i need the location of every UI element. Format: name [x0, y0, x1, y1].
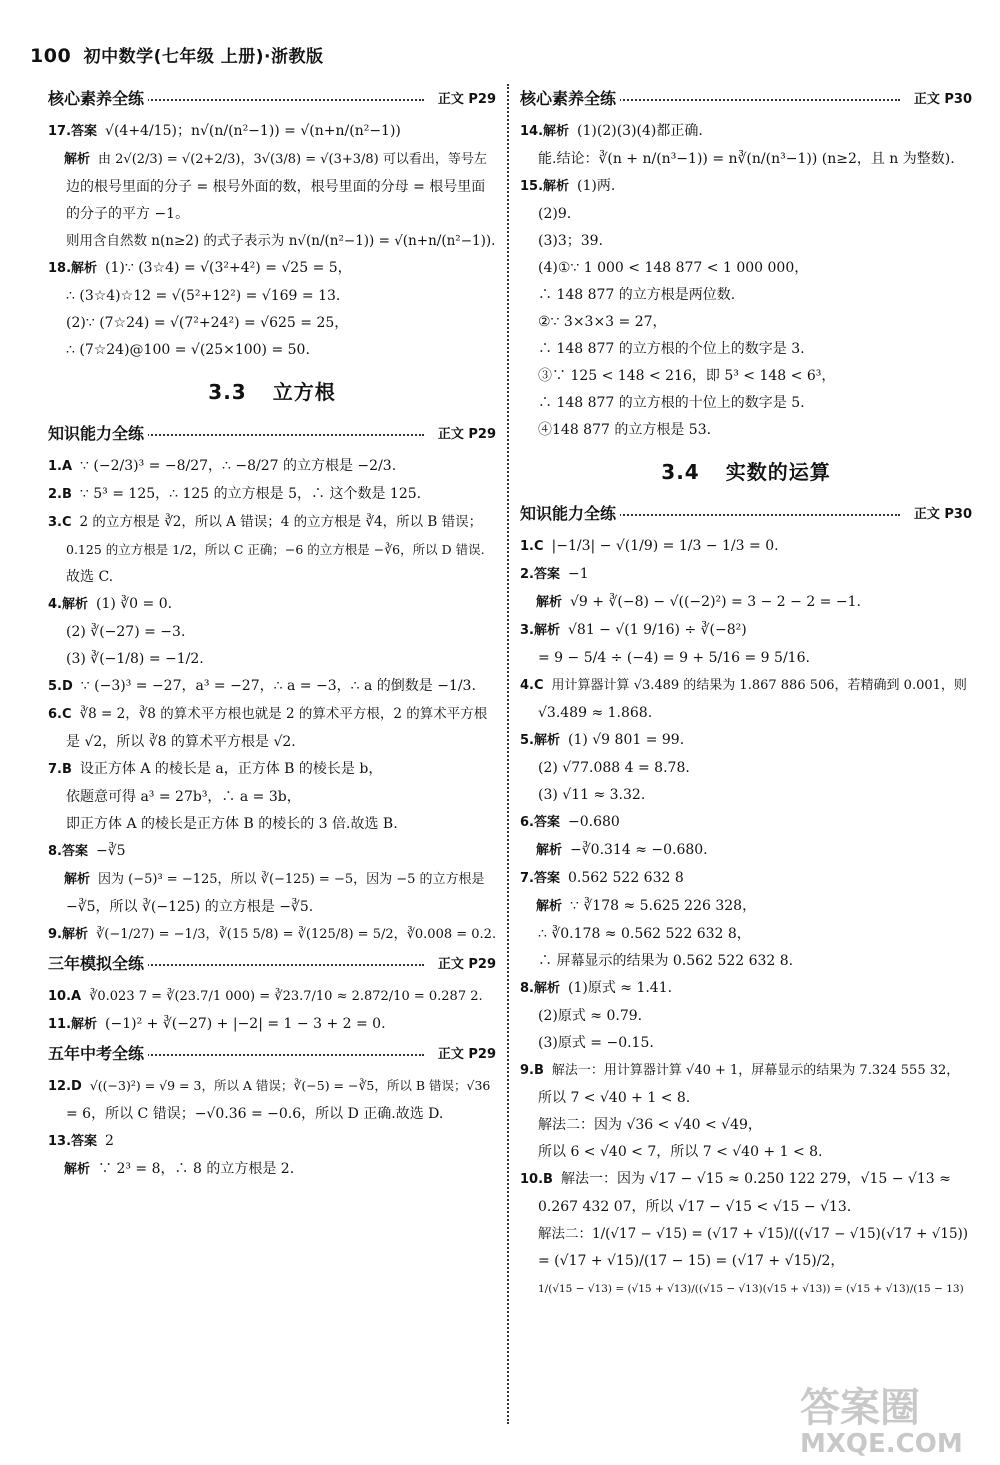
answer-text: 1/(√15 − √13) = (√15 + √13)/((√15 − √13)(√15 + √13)) = (√15 + √13)/(15 − 13)	[538, 1283, 964, 1295]
answer-label: 解析	[536, 595, 563, 610]
answer-label: 7.B	[48, 762, 72, 777]
answer-text: ∛8 = 2，∛8 的算术平方根也就是 2 的算术平方根，2 的算术平方根	[79, 706, 488, 722]
page-number: 100	[30, 45, 72, 67]
answer-line	[48, 118, 496, 144]
answer-line	[48, 646, 496, 671]
answer-text: −∛0.314 ≈ −0.680.	[570, 842, 708, 858]
answer-block	[48, 453, 496, 947]
answer-label: 5.D	[48, 679, 73, 694]
answer-line	[520, 948, 972, 973]
answer-label: 4.C	[520, 678, 544, 693]
answer-text: 解法二：因为 √36 < √40 < √49，	[538, 1117, 762, 1133]
section-heading	[520, 86, 972, 112]
answer-label: 13.答案	[48, 1134, 98, 1149]
answer-line	[48, 619, 496, 644]
answer-line	[520, 118, 972, 144]
answer-text: 依题意可得 a³ = 27b³，∴ a = 3b，	[66, 789, 301, 805]
answer-line	[520, 228, 972, 253]
answer-line	[48, 1011, 496, 1037]
answer-text: (1) ∛0 = 0.	[95, 596, 173, 612]
answer-text: ∵ ∛178 ≈ 5.625 226 328，	[570, 898, 757, 914]
answer-line	[520, 617, 972, 643]
answer-label: 解析	[536, 843, 563, 858]
answer-text: √9 + ∛(−8) − √((−2)²) = 3 − 2 − 2 = −1.	[570, 594, 861, 610]
section-heading	[48, 951, 496, 977]
answer-label: 2.B	[48, 487, 72, 502]
answer-text: √(4+4/15)；n√(n/(n²−1)) = √(n+n/(n²−1))	[105, 123, 401, 139]
section-title: 三年模拟全练	[48, 951, 148, 974]
answer-text: (2) ∛(−27) = −3.	[66, 624, 186, 640]
answer-text: ②∵ 3×3×3 = 27，	[538, 314, 667, 330]
answer-line	[48, 255, 496, 281]
answer-line	[520, 201, 972, 226]
answer-line	[520, 173, 972, 199]
answer-line	[48, 866, 496, 892]
answer-text: 则用含自然数 n(n≥2) 的式子表示为 n√(n/(n²−1)) = √(n+n/(n²−1)).	[66, 233, 496, 249]
answer-block	[48, 983, 496, 1037]
answer-line	[520, 1030, 972, 1055]
answer-text: ∴ 148 877 的立方根的个位上的数字是 3.	[538, 341, 805, 357]
answer-line	[48, 537, 496, 562]
section-title: 核心素养全练	[48, 86, 148, 109]
answer-line	[520, 1003, 972, 1028]
answer-text: 解法二：1/(√17 − √15) = (√17 + √15)/((√17 − √15)(√17 + √15))	[538, 1226, 969, 1242]
answer-text: (3)原式 = −0.15.	[538, 1035, 654, 1051]
answer-label: 15.解析	[520, 179, 570, 194]
section-ref: 正文 P29	[434, 423, 496, 442]
answer-line	[520, 1085, 972, 1110]
answer-line	[520, 1194, 972, 1219]
answer-line	[520, 645, 972, 670]
answer-label: 3.C	[48, 515, 72, 530]
chapter-name: 立方根	[272, 380, 336, 404]
watermark-logo: 答案圈 MXQE.COM	[800, 1385, 963, 1459]
answer-text: ∴ (3☆4)☆12 = √(5²+12²) = √169 = 13.	[66, 288, 341, 304]
answer-text: (2) √77.088 4 = 8.78.	[538, 760, 690, 776]
section-ref: 正文 P29	[434, 88, 496, 107]
section-ref: 正文 P30	[910, 503, 972, 522]
answer-line	[520, 1221, 972, 1246]
answer-text: √3.489 ≈ 1.868.	[538, 705, 653, 721]
answer-line	[520, 975, 972, 1001]
answer-text: 解法一：用计算器计算 √40 + 1，屏幕显示的结果为 7.324 555 32，	[551, 1063, 960, 1078]
section-title: 五年中考全练	[48, 1041, 148, 1064]
answer-label: 1.A	[48, 459, 73, 474]
answer-label: 解析	[64, 872, 91, 887]
section-title: 知识能力全练	[520, 501, 620, 524]
answer-label: 3.解析	[520, 623, 560, 638]
answer-text: (1)两.	[577, 178, 616, 194]
answer-text: (1)(2)(3)(4)都正确.	[577, 123, 703, 139]
answer-label: 11.解析	[48, 1017, 98, 1032]
answer-line	[48, 283, 496, 308]
answer-text: 是 √2，所以 ∛8 的算术平方根是 √2.	[66, 734, 296, 750]
answer-text: √81 − √(1 9/16) ÷ ∛(−8²)	[567, 622, 747, 638]
answer-text: = 9 − 5/4 ÷ (−4) = 9 + 5/16 = 9 5/16.	[538, 650, 810, 666]
answer-label: 6.答案	[520, 815, 560, 830]
left-column	[48, 82, 496, 1184]
answer-line	[48, 564, 496, 589]
answer-text: −1	[567, 566, 589, 582]
answer-text: −0.680	[567, 814, 620, 830]
answer-line	[48, 756, 496, 782]
answer-label: 9.解析	[48, 927, 88, 942]
answer-text: 即正方体 A 的棱长是正方体 B 的棱长的 3 倍.故选 B.	[66, 816, 398, 832]
answer-text: = 6，所以 C 错误；−√0.36 = −0.6，所以 D 正确.故选 D.	[66, 1106, 444, 1122]
answer-line	[520, 809, 972, 835]
answer-label: 解析	[64, 1162, 91, 1177]
answer-line	[520, 561, 972, 587]
answer-line	[520, 1112, 972, 1137]
answer-line	[520, 146, 972, 171]
answer-line	[48, 1128, 496, 1154]
chapter-number: 3.4	[661, 460, 700, 484]
section-title: 知识能力全练	[48, 421, 148, 444]
answer-line	[520, 1139, 972, 1164]
page-header	[30, 42, 324, 67]
section-title: 核心素养全练	[520, 86, 620, 109]
answer-line	[48, 1101, 496, 1126]
answer-block	[520, 118, 972, 442]
answer-text: ∴ (7☆24)@100 = √(25×100) = 50.	[66, 342, 310, 358]
answer-text: ∛(−1/27) = −1/3，∛(15 5/8) = ∛(125/8) = 5/2，∛0.008 = 0.2.	[95, 927, 497, 942]
answer-text: 0.562 522 632 8	[567, 870, 684, 886]
answer-line	[48, 453, 496, 479]
chapter-title	[520, 456, 972, 485]
answer-text: ∴ 148 877 的立方根的十位上的数字是 5.	[538, 395, 805, 411]
answer-text: (1)原式 ≈ 1.41.	[567, 980, 673, 996]
answer-label: 8.答案	[48, 844, 88, 859]
answer-label: 5.解析	[520, 733, 560, 748]
section-heading	[48, 86, 496, 112]
answer-text: 解法一：因为 √17 − √15 ≈ 0.250 122 279，√15 − √13 ≈	[560, 1171, 951, 1187]
answer-line	[48, 591, 496, 617]
answer-label: 12.D	[48, 1079, 82, 1094]
answer-line	[520, 533, 972, 559]
answer-line	[48, 174, 496, 199]
answer-label: 7.答案	[520, 871, 560, 886]
answer-label: 1.C	[520, 539, 544, 554]
answer-line	[48, 921, 496, 947]
answer-text: 设正方体 A 的棱长是 a，正方体 B 的棱长是 b，	[79, 761, 383, 777]
answer-text: −∛5	[95, 843, 126, 859]
answer-block	[520, 533, 972, 1301]
section-ref: 正文 P30	[910, 88, 972, 107]
answer-line	[48, 1073, 496, 1099]
answer-label: 18.解析	[48, 261, 98, 276]
answer-text: 0.267 432 07，所以 √17 − √15 < √15 − √13.	[538, 1199, 852, 1215]
answer-line	[520, 417, 972, 442]
answer-text: (4)①∵ 1 000 < 148 877 < 1 000 000，	[538, 260, 809, 276]
answer-text: ∵ (−3)³ = −27，a³ = −27，∴ a = −3，∴ a 的倒数是 −1/3.	[80, 678, 476, 694]
answer-line	[520, 390, 972, 415]
answer-text: (1) √9 801 = 99.	[567, 732, 685, 748]
section-ref: 正文 P29	[434, 953, 496, 972]
answer-line	[48, 784, 496, 809]
answer-text: 用计算器计算 √3.489 的结果为 1.867 886 506，若精确到 0.001，则	[551, 678, 967, 693]
answer-text: 所以 6 < √40 < 7，所以 7 < √40 + 1 < 8.	[538, 1144, 823, 1160]
chapter-name: 实数的运算	[725, 460, 831, 484]
answer-text: = (√17 + √15)/(17 − 15) = (√17 + √15)/2，	[538, 1253, 845, 1269]
answer-line	[520, 727, 972, 753]
answer-label: 4.解析	[48, 597, 88, 612]
answer-text: 边的根号里面的分子 = 根号外面的数，根号里面的分母 = 根号里面	[66, 179, 486, 195]
answer-label: 17.答案	[48, 124, 98, 139]
answer-label: 8.解析	[520, 981, 560, 996]
answer-text: |−1/3| − √(1/9) = 1/3 − 1/3 = 0.	[551, 538, 779, 554]
answer-line	[520, 309, 972, 334]
answer-line	[48, 673, 496, 699]
answer-text: 0.125 的立方根是 1/2，所以 C 正确；−6 的立方根是 −∛6，所以 D 错误.	[66, 542, 485, 557]
answer-text: ∵ 2³ = 8，∴ 8 的立方根是 2.	[98, 1161, 295, 1177]
answer-line	[520, 282, 972, 307]
answer-line	[520, 336, 972, 361]
answer-text: 2	[105, 1133, 114, 1149]
answer-text: (2)∵ (7☆24) = √(7²+24²) = √625 = 25，	[66, 315, 349, 331]
answer-label: 10.A	[48, 989, 82, 1004]
answer-line	[48, 228, 496, 253]
answer-line	[520, 700, 972, 725]
answer-text: 的分子的平方 −1。	[66, 206, 190, 222]
answer-label: 解析	[64, 152, 91, 167]
answer-line	[520, 1166, 972, 1192]
answer-text: ∴ 屏幕显示的结果为 0.562 522 632 8.	[538, 953, 794, 969]
answer-text: 2 的立方根是 ∛2，所以 A 错误；4 的立方根是 ∛4，所以 B 错误；	[79, 514, 483, 530]
right-column	[520, 82, 972, 1303]
answer-line	[520, 363, 972, 388]
answer-line	[48, 481, 496, 507]
answer-text: 因为 (−5)³ = −125，所以 ∛(−125) = −5，因为 −5 的立方根是	[98, 872, 485, 887]
answer-line	[48, 201, 496, 226]
answer-text: ③∵ 125 < 148 < 216，即 5³ < 148 < 6³，	[538, 368, 836, 384]
answer-line	[48, 146, 496, 172]
answer-line	[520, 893, 972, 919]
answer-line	[520, 755, 972, 780]
answer-text: (2)原式 ≈ 0.79.	[538, 1008, 643, 1024]
answer-text: ∴ ∛0.178 ≈ 0.562 522 632 8，	[538, 926, 751, 942]
answer-line	[520, 589, 972, 615]
answer-line	[520, 672, 972, 698]
answer-line	[48, 838, 496, 864]
answer-text: 能.结论：∛(n + n/(n³−1)) = n∛(n/(n³−1)) (n≥2，且 n 为整数).	[538, 151, 955, 167]
answer-text: −∛5，所以 ∛(−125) 的立方根是 −∛5.	[66, 899, 314, 915]
answer-label: 9.B	[520, 1063, 544, 1078]
section-heading	[520, 501, 972, 527]
answer-block	[48, 1073, 496, 1182]
answer-label: 解析	[536, 899, 563, 914]
chapter-title	[48, 376, 496, 405]
answer-line	[48, 729, 496, 754]
answer-label: 2.答案	[520, 567, 560, 582]
answer-line	[520, 782, 972, 807]
book-title: 初中数学(七年级 上册)·浙教版	[83, 47, 324, 67]
section-heading	[48, 1041, 496, 1067]
answer-text: (3) ∛(−1/8) = −1/2.	[66, 651, 204, 667]
answer-line	[48, 1156, 496, 1182]
answer-text: √((−3)²) = √9 = 3，所以 A 错误；∛(−5) = −∛5，所以 B 错误；√36	[89, 1078, 491, 1093]
answer-line	[520, 1275, 972, 1301]
answer-line	[48, 983, 496, 1009]
answer-text: (1)∵ (3☆4) = √(3²+4²) = √25 = 5，	[105, 260, 352, 276]
section-heading	[48, 421, 496, 447]
answer-text: (2)9.	[538, 206, 572, 222]
answer-text: ∴ 148 877 的立方根是两位数.	[538, 287, 736, 303]
answer-line	[520, 1248, 972, 1273]
answer-line	[520, 1057, 972, 1083]
answer-text: ∵ (−2/3)³ = −8/27，∴ −8/27 的立方根是 −2/3.	[80, 458, 397, 474]
answer-line	[48, 811, 496, 836]
chapter-number: 3.3	[208, 380, 247, 404]
answer-line	[48, 509, 496, 535]
answer-text: 所以 7 < √40 + 1 < 8.	[538, 1090, 691, 1106]
answer-label: 10.B	[520, 1172, 553, 1187]
answer-line	[520, 837, 972, 863]
answer-label: 6.C	[48, 707, 72, 722]
section-ref: 正文 P29	[434, 1043, 496, 1062]
answer-line	[520, 865, 972, 891]
answer-text: (3)3；39.	[538, 233, 604, 249]
answer-line	[48, 310, 496, 335]
answer-line	[48, 701, 496, 727]
answer-label: 14.解析	[520, 124, 570, 139]
answer-text: ∵ 5³ = 125，∴ 125 的立方根是 5，∴ 这个数是 125.	[79, 486, 422, 502]
answer-line	[520, 255, 972, 280]
answer-text: 由 2√(2/3) = √(2+2/3)，3√(3/8) = √(3+3/8) 可以看出，等号左	[98, 152, 487, 167]
answer-text: ∛0.023 7 = ∛(23.7/1 000) = ∛23.7/10 ≈ 2.872/10 = 0.287 2.	[89, 989, 483, 1004]
answer-block	[48, 118, 496, 362]
answer-line	[520, 921, 972, 946]
answer-text: (−1)² + ∛(−27) + |−2| = 1 − 3 + 2 = 0.	[105, 1016, 386, 1032]
answer-text: (3) √11 ≈ 3.32.	[538, 787, 646, 803]
answer-text: 故选 C.	[66, 569, 114, 585]
column-divider	[507, 84, 509, 1424]
answer-line	[48, 337, 496, 362]
answer-text: ④148 877 的立方根是 53.	[538, 422, 712, 438]
answer-line	[48, 894, 496, 919]
